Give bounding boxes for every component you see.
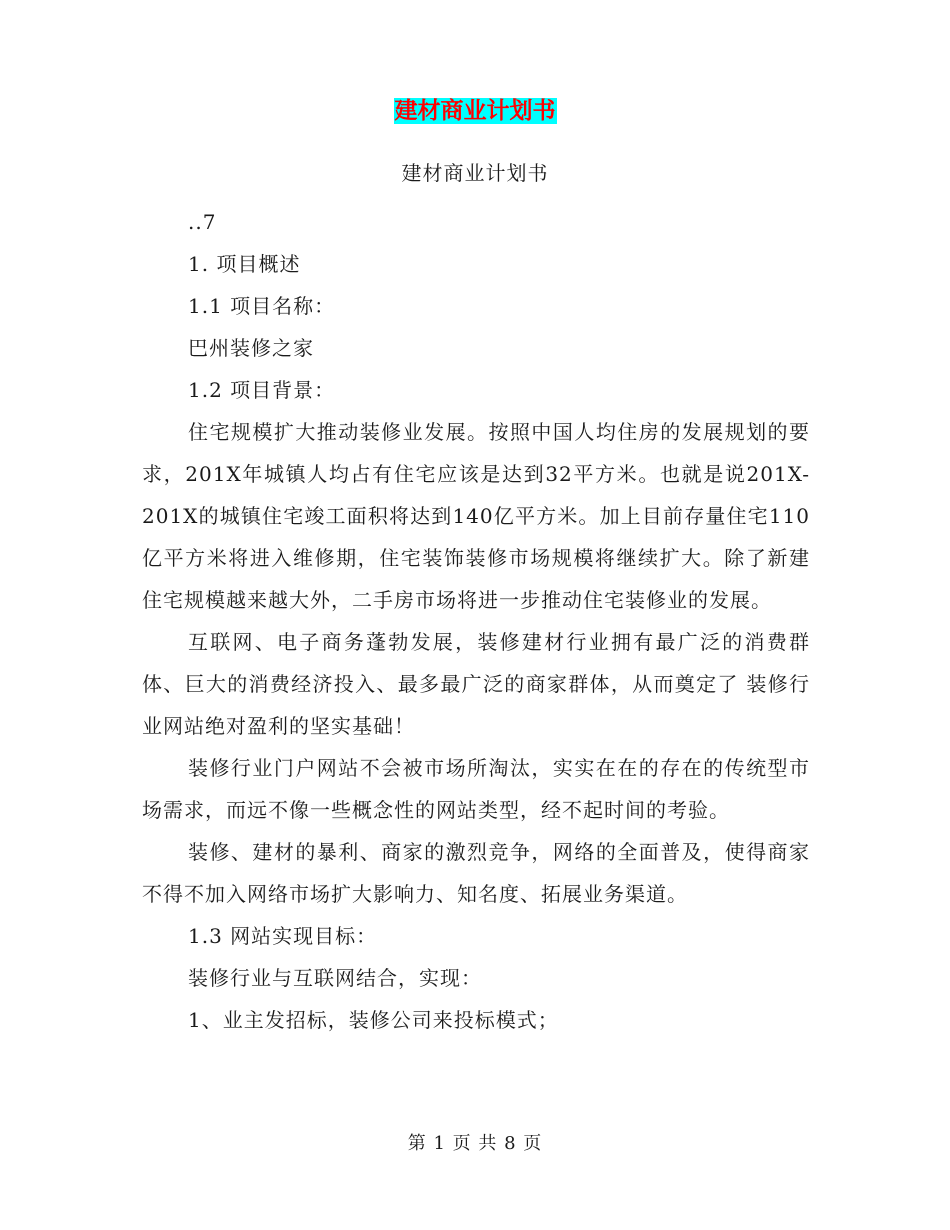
- project-name-value: 巴州装修之家: [188, 336, 314, 360]
- document-title-text: 建材商业计划书: [394, 98, 556, 124]
- page-footer: 第 1 页 共 8 页: [407, 1133, 543, 1154]
- goals-intro: 装修行业与互联网结合，实现：: [188, 966, 482, 990]
- paragraph-internet-development: 互联网、电子商务蓬勃发展，装修建材行业拥有最广泛的消费群体、巨大的消费经济投入、最多最广泛的商家群体，从而奠定了 装修行业网站绝对盈利的坚实基础！: [142, 630, 810, 738]
- section-heading-project-name: 1.1 项目名称：: [188, 294, 336, 318]
- toc-fragment: ..7: [188, 210, 217, 234]
- goal-item-1: 1、业主发招标，装修公司来投标模式；: [188, 1008, 559, 1032]
- document-subtitle: 建材商业计划书: [401, 161, 549, 185]
- section-heading-overview: 1. 项目概述: [188, 252, 301, 276]
- section-heading-goals: 1.3 网站实现目标：: [188, 924, 378, 948]
- document-title: [0, 94, 950, 128]
- paragraph-portal-demand: 装修行业门户网站不会被市场所淘汰，实实在在的存在的传统型市场需求，而远不像一些概念性的网站类型，经不起时间的考验。: [142, 756, 810, 822]
- section-heading-background: 1.2 项目背景：: [188, 378, 336, 402]
- paragraph-competition: 装修、建材的暴利、商家的激烈竞争，网络的全面普及，使得商家不得不加入网络市场扩大影响力、知名度、拓展业务渠道。: [142, 840, 810, 906]
- paragraph-housing-growth: 住宅规模扩大推动装修业发展。按照中国人均住房的发展规划的要求，201X年城镇人均占有住宅应该是达到32平方米。也就是说201X-201X的城镇住宅竣工面积将达到140亿平方米。加上目前存量住宅110亿平方米将进入维修期，住宅装饰装修市场规模将继续扩大。除了新建住宅规模越来越大外，二手房市场将进一步推动住宅装修业的发展。: [142, 420, 810, 612]
- document-body: [142, 201, 810, 1041]
